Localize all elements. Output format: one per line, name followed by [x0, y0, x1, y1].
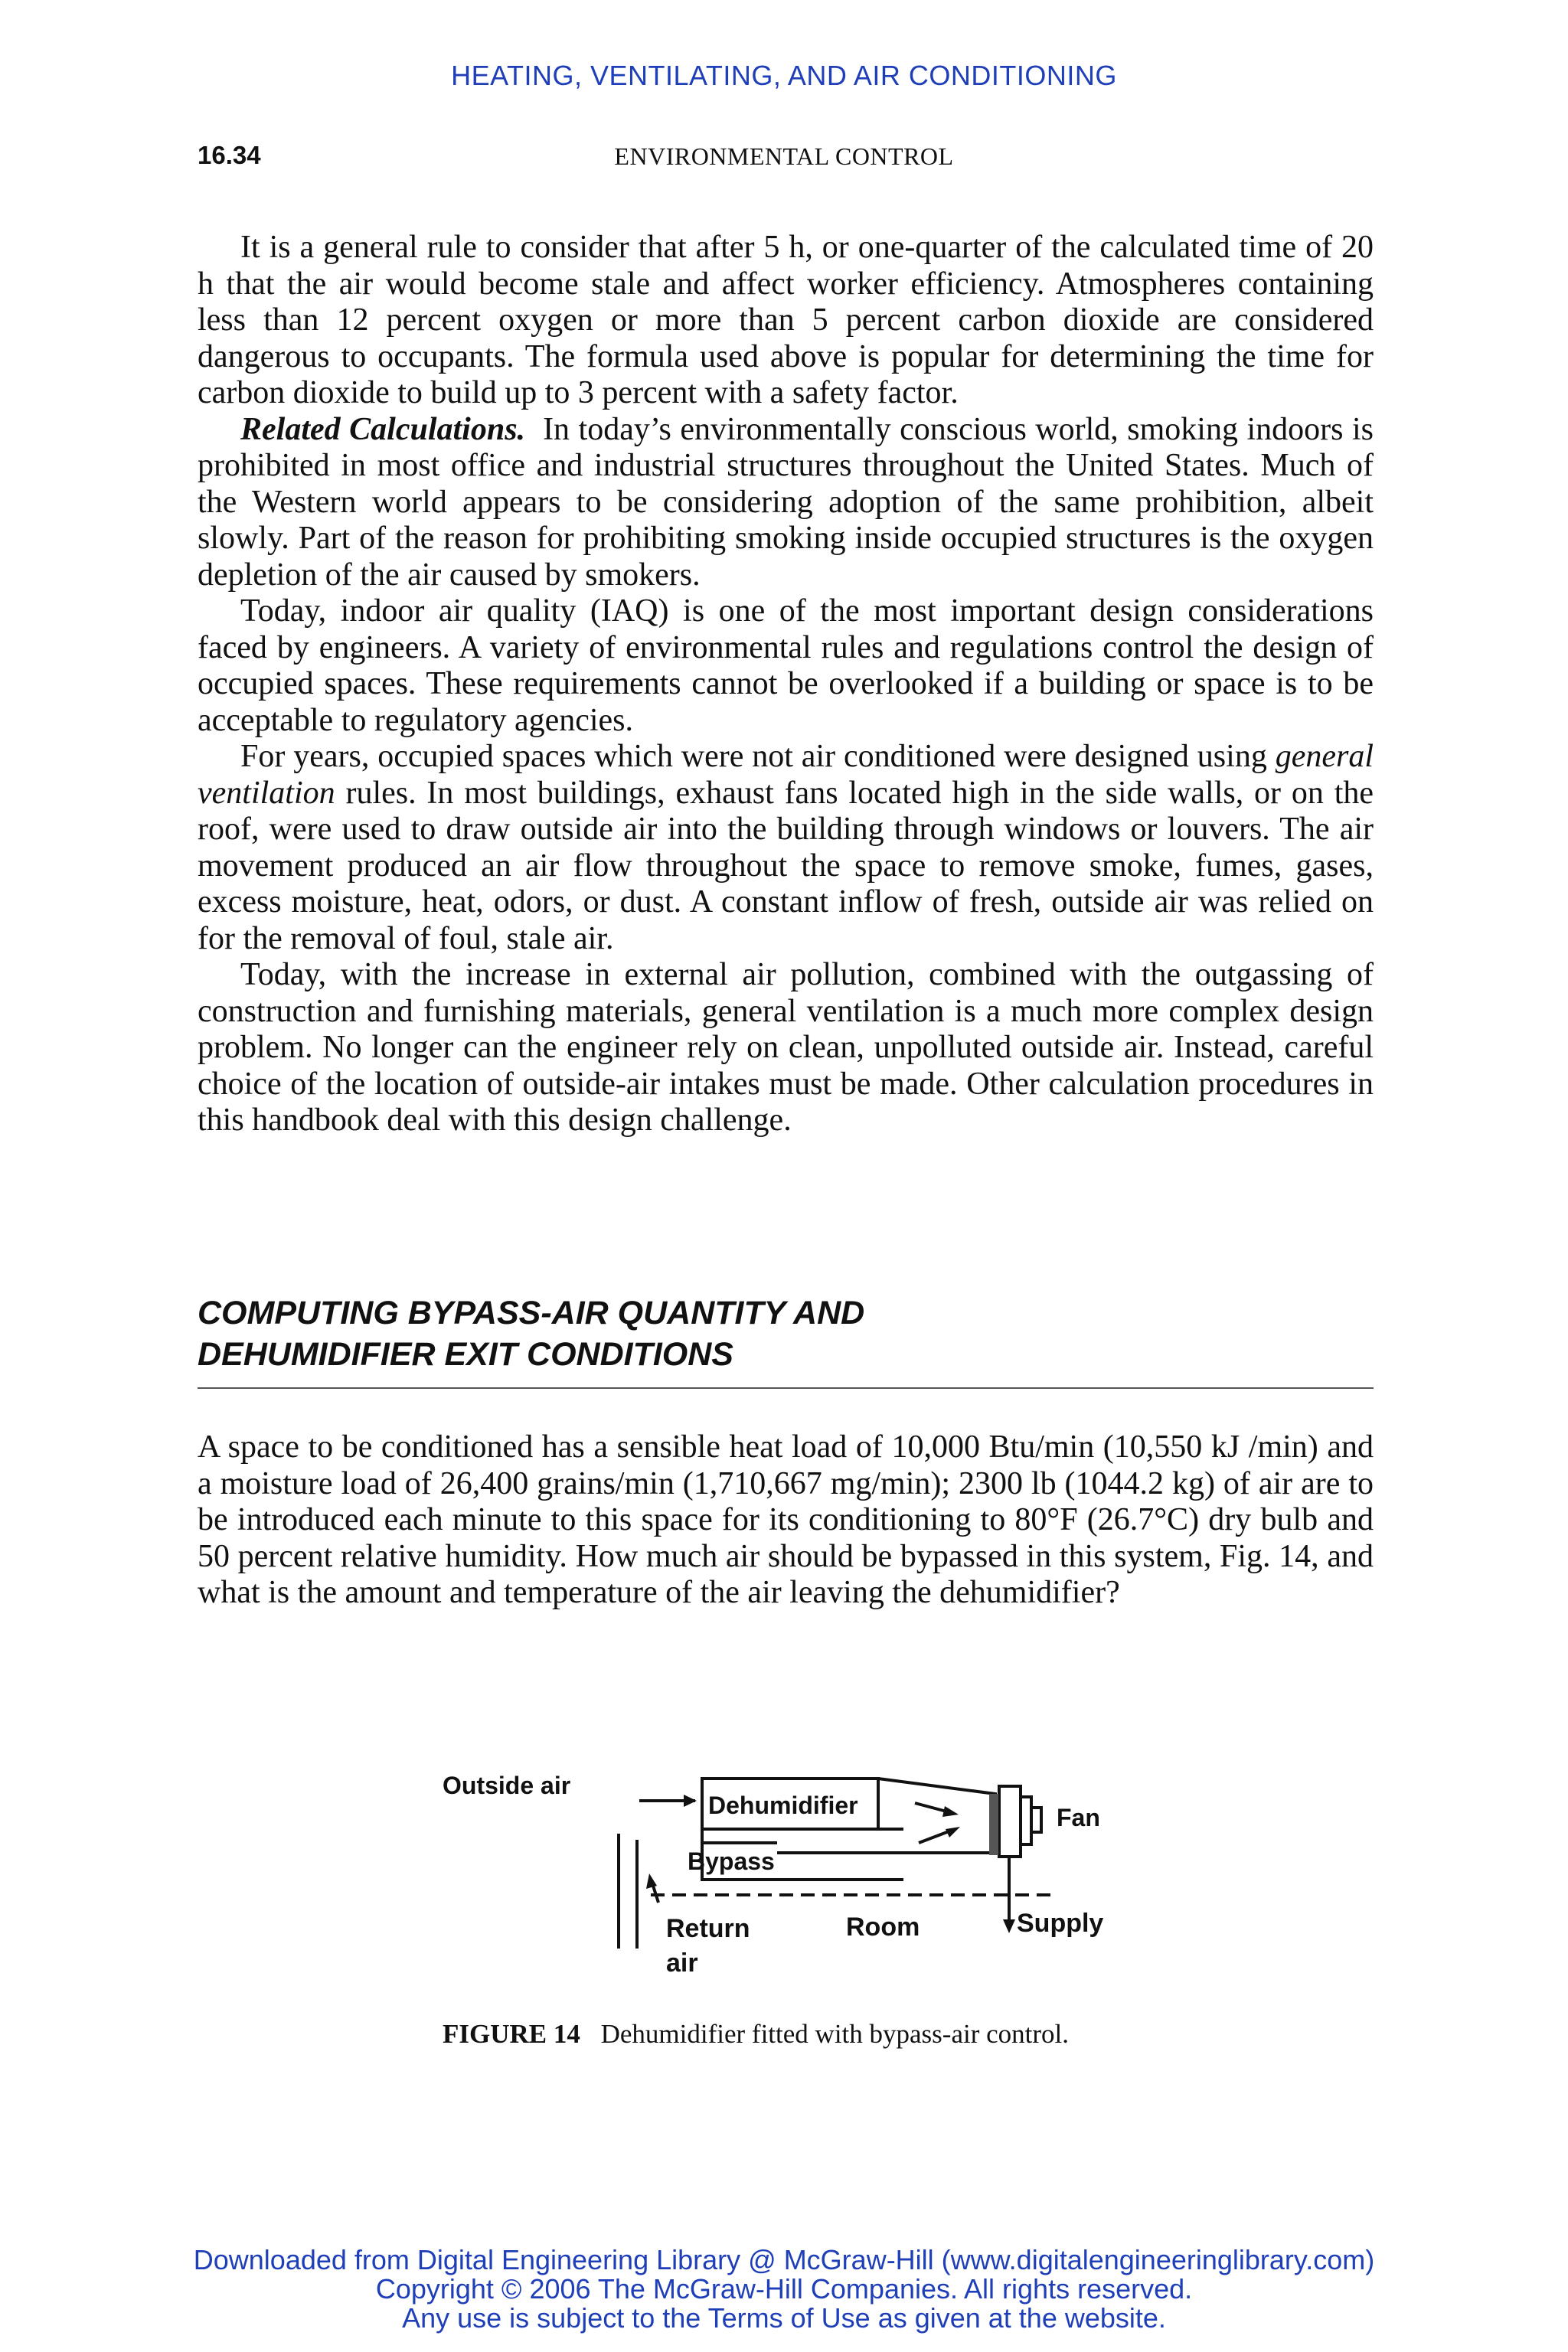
paragraph-1: It is a general rule to consider that after 5 h, or one-quarter of the calculated time of 20 h that the air would become stale and affect worker efficiency. Atmospheres containing less than 12 percent oxygen or more than 5 percent carbon dioxide are considered dangerous to occupants. The formula used above is popular for determining the time for carbon dioxide to build up to 3 percent with a safety factor.: [198, 230, 1374, 410]
section-title-line-1: COMPUTING BYPASS-AIR QUANTITY AND: [198, 1295, 865, 1331]
running-head: ENVIRONMENTAL CONTROL: [614, 142, 954, 170]
bypass-diagram-svg: [429, 1749, 1148, 2025]
paragraph-4-b: rules. In most buildings, exhaust fans located high in the side walls, or on the roof, were used to draw outside air into the building through windows or louvers. The air movement produced an air flow throughout the space to remove smoke, fumes, gases, excess moisture, heat, odors, or dust. A constant inflow of fresh, outside air was relied on for the removal of foul, stale air.: [198, 775, 1374, 956]
paragraph-3: Today, indoor air quality (IAQ) is one of the most important design considerations faced by engineers. A variety of environmental rules and regulations control the design of occupied spaces. These requirements cannot be overlooked if a building or space is to be acceptable to regulatory agencies.: [198, 593, 1374, 738]
room-label: Room: [846, 1913, 920, 1942]
figure-caption-label: FIGURE 14: [443, 2019, 580, 2049]
supply-arrowhead: [1003, 1919, 1015, 1933]
return-arrowhead: [646, 1873, 657, 1889]
flow-arrowhead-2: [946, 1827, 960, 1838]
return-air-label-line1: Return: [666, 1914, 750, 1943]
fan-label: Fan: [1057, 1804, 1100, 1831]
library-banner: HEATING, VENTILATING, AND AIR CONDITIONING: [451, 60, 1117, 91]
section-title: [198, 1292, 1374, 1389]
return-air-label-line2: air: [666, 1949, 698, 1978]
paragraph-5: Today, with the increase in external air pollution, combined with the outgassing of construction and furnishing materials, general ventilation is a much more complex design problem. No longer can the engineer rely on clean, unpolluted outside air. Instead, careful choice of the location of outside-air intakes must be made. Other calculation procedures in this handbook deal with this design challenge.: [198, 957, 1374, 1138]
body-text: [198, 230, 1374, 1139]
paragraph-related-calculations: [198, 412, 1374, 594]
fan-filter: [989, 1794, 998, 1855]
fan-housing: [999, 1786, 1021, 1857]
runin-heading: Related Calculations.: [240, 411, 526, 447]
figure-caption: [443, 2018, 1125, 2050]
bypass-label: Bypass: [688, 1847, 775, 1875]
footer-copyright-line: Copyright © 2006 The McGraw-Hill Companies. All rights reserved.: [375, 2273, 1193, 2305]
figure-14-diagram: [429, 1749, 1148, 2025]
paragraph-4-a: For years, occupied spaces which were not air conditioned were designed using: [240, 739, 1267, 774]
general-ventilation-term: general ventilation: [198, 739, 1374, 811]
fan-motor: [1021, 1797, 1031, 1844]
figure-caption-text: Dehumidifier fitted with bypass-air control.: [600, 2019, 1069, 2049]
supply-label: Supply: [1017, 1909, 1104, 1938]
footer-download-line[interactable]: Downloaded from Digital Engineering Library @ McGraw-Hill (www.digitalengineeringlibrary.com): [193, 2244, 1375, 2275]
footer-notice: [0, 2246, 1568, 2333]
section-title-line-2: DEHUMIDIFIER EXIT CONDITIONS: [198, 1336, 733, 1373]
page-number: 16.34: [198, 141, 261, 169]
footer-terms-line[interactable]: Any use is subject to the Terms of Use as given at the website.: [402, 2302, 1166, 2334]
dehumidifier-label: Dehumidifier: [708, 1792, 858, 1819]
flow-arrowhead-1: [942, 1806, 959, 1817]
outside-air-label: Outside air: [443, 1772, 571, 1799]
paragraph-4: [198, 739, 1374, 957]
flow-arrow-2: [919, 1831, 951, 1843]
outside-air-arrowhead: [684, 1795, 697, 1807]
paragraph-2-text: In today’s environmentally conscious world, smoking indoors is prohibited in most office and industrial structures throughout the United States. Much of the Western world appears to be considering adoption of the same prohibition, albeit slowly. Part of the reason for prohibiting smoking inside occupied structures is the oxygen depletion of the air caused by smokers.: [198, 411, 1374, 593]
problem-statement: A space to be conditioned has a sensible heat load of 10,000 Btu/min (10,550 kJ /min) and a moisture load of 26,400 grains/min (1,710,667 mg/min); 2300 lb (1044.2 kg) of air are to be introduced each minute to this space for its conditioning to 80°F (26.7°C) dry bulb and 50 percent relative humidity. How much air should be bypassed in this system, Fig. 14, and what is the amount and temperature of the air leaving the dehumidifier?: [198, 1429, 1374, 1610]
